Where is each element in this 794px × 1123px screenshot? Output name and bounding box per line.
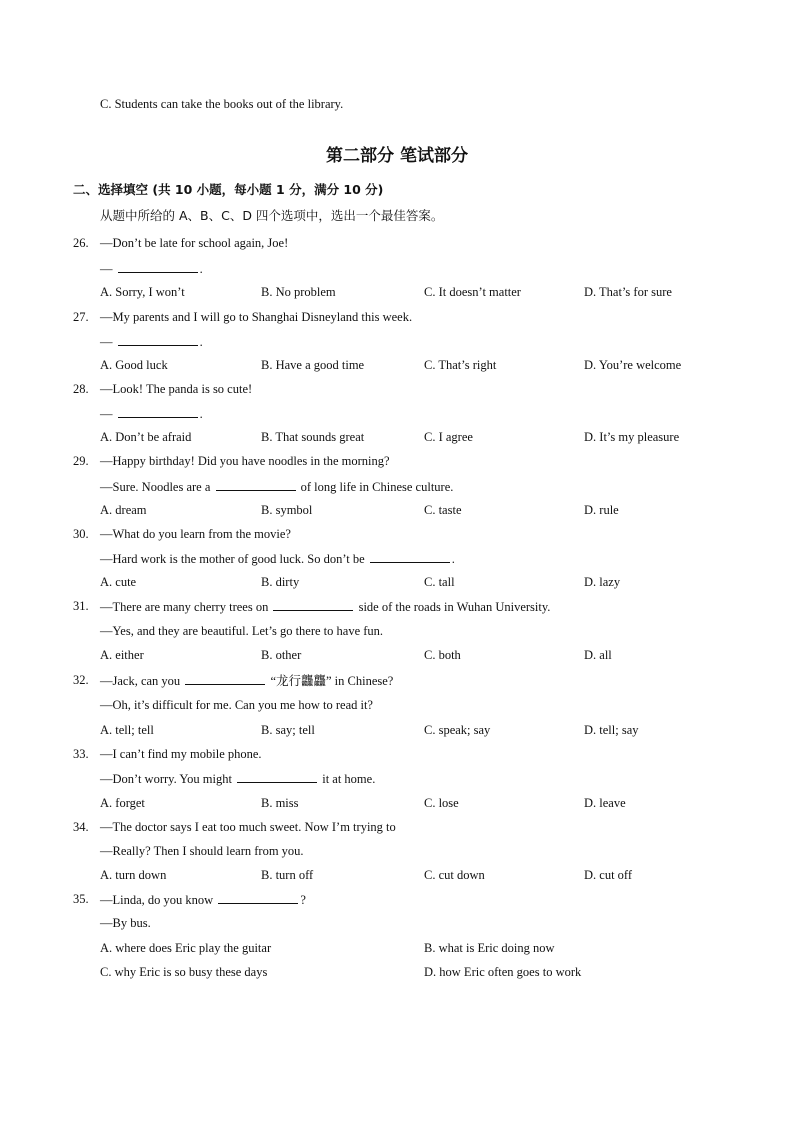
question-prompt: —Happy birthday! Did you have noodles in the morning? <box>100 454 390 468</box>
answer-line <box>100 405 203 422</box>
answer-suffix: . <box>199 335 203 349</box>
question-prompt: —The doctor says I eat too much sweet. Now I’m trying to <box>100 820 396 834</box>
question-number: 31. <box>73 599 89 613</box>
answer-line <box>100 478 453 495</box>
answer-suffix: . <box>199 407 203 421</box>
option-b[interactable]: B. dirty <box>261 575 300 589</box>
option-b[interactable]: B. symbol <box>261 503 313 517</box>
option-c[interactable]: C. tall <box>424 575 455 589</box>
option-b[interactable]: B. what is Eric doing now <box>424 941 555 955</box>
option-d[interactable]: D. That’s for sure <box>584 285 672 299</box>
question-number: 30. <box>73 527 89 541</box>
prev-question-option-c: C. Students can take the books out of the library. <box>100 97 344 111</box>
option-d[interactable]: D. You’re welcome <box>584 358 682 372</box>
question-prompt: —Don’t be late for school again, Joe! <box>100 236 289 250</box>
question-number: 28. <box>73 382 89 396</box>
answer-line <box>100 333 203 350</box>
option-b[interactable]: B. Have a good time <box>261 358 365 372</box>
answer-prefix: —Don’t worry. You might <box>100 772 236 786</box>
prompt-suffix: “龙行龘龘” in Chinese? <box>267 674 394 688</box>
answer-prefix: —Hard work is the mother of good luck. So don’t be <box>100 552 368 566</box>
prompt-prefix: —There are many cherry trees on <box>100 600 272 614</box>
response-line: —Oh, it’s difficult for me. Can you me how to read it? <box>100 698 373 712</box>
option-b[interactable]: B. No problem <box>261 285 336 299</box>
response-line: —Yes, and they are beautiful. Let’s go there to have fun. <box>100 624 384 638</box>
option-b[interactable]: B. turn off <box>261 868 314 882</box>
answer-line <box>100 550 455 567</box>
option-d[interactable]: D. tell; say <box>584 723 639 737</box>
answer-prefix: — <box>100 335 116 349</box>
answer-prefix: — <box>100 407 116 421</box>
question-prompt <box>100 672 393 689</box>
option-a[interactable]: A. where does Eric play the guitar <box>100 941 272 955</box>
option-c[interactable]: C. both <box>424 648 461 662</box>
response-line: —Really? Then I should learn from you. <box>100 844 304 858</box>
question-number: 29. <box>73 454 89 468</box>
question-prompt <box>100 598 550 615</box>
answer-suffix: . <box>199 262 203 276</box>
question-number: 34. <box>73 820 89 834</box>
answer-suffix: of long life in Chinese culture. <box>297 480 454 494</box>
question-prompt: —My parents and I will go to Shanghai Disneyland this week. <box>100 310 413 324</box>
prompt-suffix: ? <box>300 893 306 907</box>
answer-blank[interactable] <box>370 550 450 563</box>
option-c[interactable]: C. cut down <box>424 868 485 882</box>
prompt-suffix: side of the roads in Wuhan University. <box>355 600 551 614</box>
answer-suffix: it at home. <box>319 772 376 786</box>
answer-blank[interactable] <box>273 598 353 611</box>
section-instruction: 从题中所给的 A、B、C、D 四个选项中，选出一个最佳答案。 <box>100 208 444 223</box>
answer-blank[interactable] <box>118 405 198 418</box>
option-a[interactable]: A. Sorry, I won’t <box>100 285 185 299</box>
option-d[interactable]: D. lazy <box>584 575 621 589</box>
question-prompt: —I can’t find my mobile phone. <box>100 747 262 761</box>
answer-blank[interactable] <box>218 891 298 904</box>
option-b[interactable]: B. other <box>261 648 302 662</box>
answer-line <box>100 770 375 787</box>
answer-suffix: . <box>451 552 455 566</box>
prompt-prefix: —Linda, do you know <box>100 893 217 907</box>
part-title: 第二部分 笔试部分 <box>326 146 468 166</box>
option-a[interactable]: A. dream <box>100 503 147 517</box>
option-a[interactable]: A. forget <box>100 796 145 810</box>
question-number: 33. <box>73 747 89 761</box>
option-c[interactable]: C. speak; say <box>424 723 491 737</box>
section-heading: 二、选择填空 (共 10 小题，每小题 1 分，满分 10 分) <box>73 182 384 197</box>
response-line: —By bus. <box>100 916 151 930</box>
option-b[interactable]: B. miss <box>261 796 299 810</box>
option-c[interactable]: C. It doesn’t matter <box>424 285 521 299</box>
option-b[interactable]: B. That sounds great <box>261 430 365 444</box>
answer-blank[interactable] <box>118 333 198 346</box>
option-d[interactable]: D. all <box>584 648 612 662</box>
prompt-prefix: —Jack, can you <box>100 674 184 688</box>
answer-line <box>100 260 203 277</box>
option-a[interactable]: A. tell; tell <box>100 723 154 737</box>
option-b[interactable]: B. say; tell <box>261 723 315 737</box>
question-number: 27. <box>73 310 89 324</box>
question-prompt <box>100 891 306 908</box>
option-c[interactable]: C. taste <box>424 503 462 517</box>
answer-blank[interactable] <box>118 260 198 273</box>
option-c[interactable]: C. That’s right <box>424 358 497 372</box>
option-d[interactable]: D. how Eric often goes to work <box>424 965 582 979</box>
question-number: 35. <box>73 892 89 906</box>
question-prompt: —What do you learn from the movie? <box>100 527 291 541</box>
question-number: 26. <box>73 236 89 250</box>
option-a[interactable]: A. either <box>100 648 144 662</box>
option-c[interactable]: C. lose <box>424 796 459 810</box>
answer-prefix: — <box>100 262 116 276</box>
answer-blank[interactable] <box>216 478 296 491</box>
answer-prefix: —Sure. Noodles are a <box>100 480 214 494</box>
option-c[interactable]: C. I agree <box>424 430 473 444</box>
option-a[interactable]: A. Good luck <box>100 358 168 372</box>
option-a[interactable]: A. Don’t be afraid <box>100 430 192 444</box>
answer-blank[interactable] <box>237 770 317 783</box>
option-a[interactable]: A. turn down <box>100 868 167 882</box>
option-d[interactable]: D. leave <box>584 796 626 810</box>
answer-blank[interactable] <box>185 672 265 685</box>
question-prompt: —Look! The panda is so cute! <box>100 382 253 396</box>
option-a[interactable]: A. cute <box>100 575 137 589</box>
question-number: 32. <box>73 673 89 687</box>
option-c[interactable]: C. why Eric is so busy these days <box>100 965 268 979</box>
option-d[interactable]: D. cut off <box>584 868 633 882</box>
option-d[interactable]: D. It’s my pleasure <box>584 430 680 444</box>
option-d[interactable]: D. rule <box>584 503 619 517</box>
